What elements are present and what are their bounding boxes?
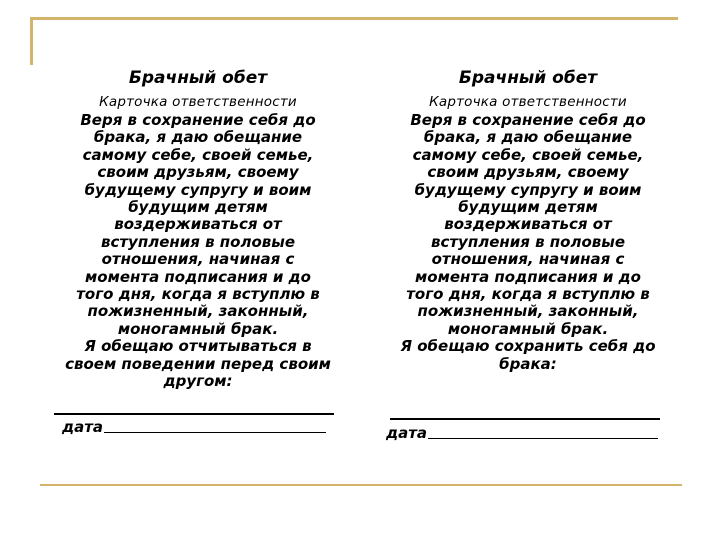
body-line: брака, я даю обещание <box>423 128 633 147</box>
card-body <box>386 112 670 373</box>
body-line: воздерживаться от <box>444 215 612 234</box>
body-line: пожизненный, законный, <box>87 302 309 321</box>
body-line: отношения, начиная с <box>101 250 295 269</box>
card-title: Брачный обет <box>128 68 268 88</box>
date-row-left <box>62 418 326 436</box>
body-line: воздерживаться от <box>114 215 282 234</box>
frame-bottom-rule <box>40 484 682 486</box>
card-title: Брачный обет <box>458 68 598 88</box>
date-row-right <box>386 424 658 442</box>
frame-left-rule <box>30 17 33 65</box>
body-line: своим друзьям, своему <box>427 163 629 182</box>
body-line: будущим детям <box>128 198 268 217</box>
body-line: другом: <box>163 372 233 391</box>
vow-card-right <box>386 64 670 373</box>
body-line: будущим детям <box>458 198 598 217</box>
vow-card-left <box>58 64 338 391</box>
card-subtitle: Карточка ответственности <box>429 94 627 110</box>
body-line: вступления в половые <box>430 232 625 251</box>
body-line: самому себе, своей семье, <box>82 145 314 164</box>
date-label: дата <box>386 424 428 442</box>
date-line-left[interactable] <box>104 432 326 434</box>
frame-top-rule <box>30 17 678 20</box>
body-line: самому себе, своей семье, <box>412 145 644 164</box>
body-line: моногамный брак. <box>117 319 279 338</box>
body-line: отношения, начиная с <box>431 250 625 269</box>
body-line: своим друзьям, своему <box>97 163 299 182</box>
date-label: дата <box>62 418 104 436</box>
body-line: момента подписания и до <box>415 267 641 286</box>
body-line: брака: <box>499 354 557 373</box>
body-line: того дня, когда я вступлю в <box>406 285 650 304</box>
card-subtitle: Карточка ответственности <box>99 94 297 110</box>
body-line: моногамный брак. <box>447 319 609 338</box>
body-line: брака, я даю обещание <box>93 128 303 147</box>
date-line-right[interactable] <box>428 438 658 440</box>
body-line: того дня, когда я вступлю в <box>76 285 320 304</box>
body-line: будущему супругу и воим <box>84 180 312 199</box>
body-line: пожизненный, законный, <box>417 302 639 321</box>
signature-line-right[interactable] <box>390 418 660 420</box>
card-body <box>58 112 338 391</box>
body-line: Я обещаю отчитываться в <box>84 337 312 356</box>
body-line: Веря в сохранение себя до <box>80 111 316 129</box>
body-line: вступления в половые <box>100 232 295 251</box>
body-line: своем поведении перед своим <box>65 354 331 373</box>
signature-line-left[interactable] <box>54 413 334 415</box>
body-line: Веря в сохранение себя до <box>410 111 646 129</box>
body-line: момента подписания и до <box>85 267 311 286</box>
body-line: Я обещаю сохранить себя до <box>400 337 656 356</box>
body-line: будущему супругу и воим <box>414 180 642 199</box>
